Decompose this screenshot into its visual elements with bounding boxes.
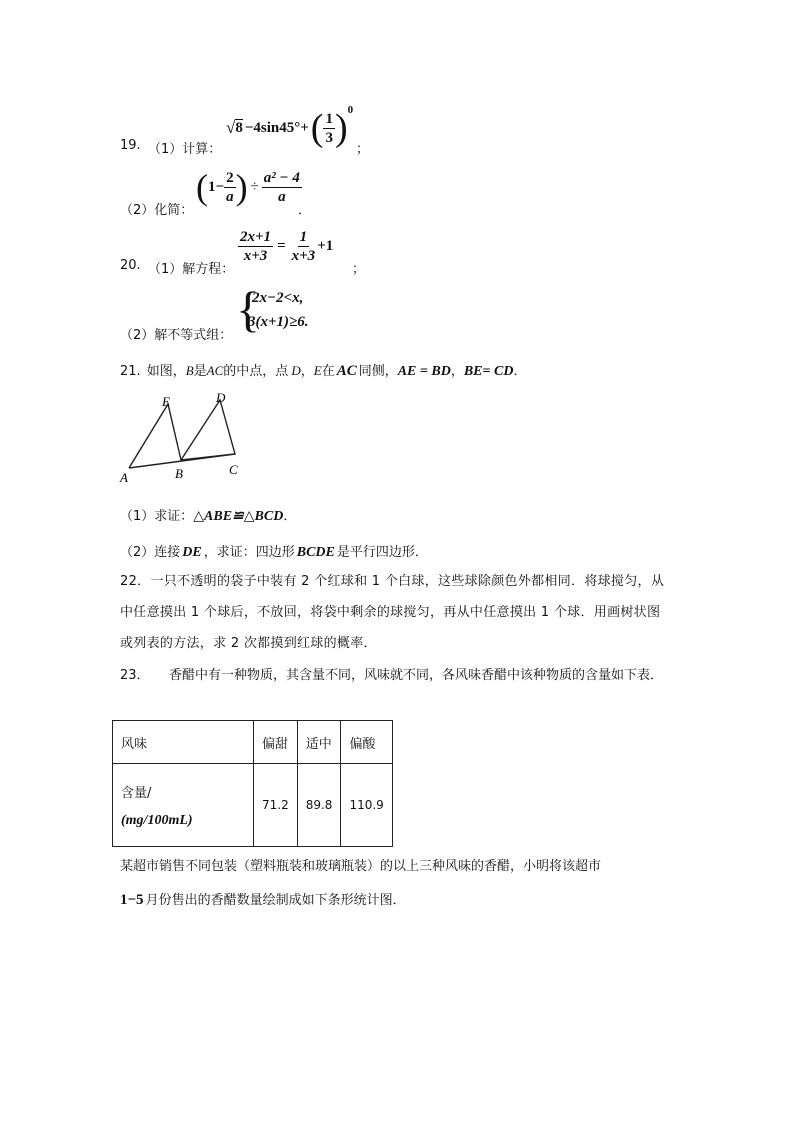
q23-text3-line — [120, 889, 406, 909]
q21-part2: （2）连接 DE ，求证：四边形 BCDE 是平行四边形． — [120, 545, 428, 560]
table-cell: 71.2 — [254, 764, 298, 847]
q21-label-c: C — [229, 462, 238, 477]
q21-figure-bc — [181, 454, 235, 460]
q21-label-b: B — [175, 466, 183, 481]
q19-exponent: 0 — [347, 104, 354, 116]
q19-frac: $\frac{1}{3}$ — [325, 110, 333, 146]
q21-label-a: A — [120, 470, 128, 484]
q23-text2: 某超市销售不同包装（塑料瓶装和玻璃瓶装）的以上三种风味的香醋，小明将该超市 — [120, 859, 602, 874]
table-header-cell: 风味 — [113, 721, 254, 764]
q20-rhs: $\frac{1}{x+3}$ — [291, 229, 316, 264]
q23-intro: 23． 香醋中有一种物质，其含量不同，风味就不同，各风味香醋中该种物质的含量如下表． — [120, 668, 664, 683]
q19-sqrt-arg: 8 — [235, 120, 243, 136]
q19-frac2: $\frac{2}{a}$ — [226, 169, 234, 205]
q19-expr1-rest: −4sin45°+ — [244, 119, 309, 136]
q21-label-e: E — [162, 394, 170, 409]
q20-ineq2: 3(x+1)≥6. — [248, 314, 309, 330]
q20-lhs: $\frac{2x+1}{x+3}$ — [240, 229, 272, 264]
q19-expr2-one: 1− — [208, 178, 225, 195]
table-header-cell: 适中 — [297, 721, 341, 764]
q19-expr2: ( 1− $\frac{2}{a}$ ) ÷ $\frac{\text{a² − 4}}{a}$ — [196, 167, 300, 207]
q20-number: 20. — [120, 258, 141, 273]
table-header-cell: 偏酸 — [341, 721, 392, 764]
table-cell: 110.9 — [341, 764, 392, 847]
q19-semicolon: ； — [356, 142, 370, 157]
q23-text3: 月份售出的香醋数量绘制成如下条形统计图． — [145, 893, 406, 908]
q20-part1-label: （1）解方程： — [148, 262, 235, 277]
q20-brace: { — [236, 281, 260, 337]
q22-text: 22．一只不透明的袋子中装有 2 个红球和 1 个白球，这些球除颜色外都相同．将球搅匀，从中任意摸出 1 个球后，不放回，将袋中剩余的球搅匀，再从中任意摸出 1 个球．用画树状图或列表的方法，求 2 次都摸到红球的概率． — [120, 574, 665, 651]
q23-range: 1−5 — [120, 892, 144, 908]
table-row-label: 含量/ (mg/100mL) — [113, 764, 254, 847]
table-cell: 89.8 — [297, 764, 341, 847]
q19-part2-label: （2）化简： — [120, 203, 194, 218]
q19-period: ． — [298, 203, 312, 218]
q20-part2-label: （2）解不等式组： — [120, 328, 233, 343]
table-header-row — [113, 721, 393, 764]
q20-ineq1: 2x−2<x, — [252, 290, 304, 306]
q23-table — [112, 720, 393, 847]
q19-number: 19. — [120, 138, 141, 153]
q21-figure — [118, 390, 248, 484]
q21-figure-lines — [129, 400, 235, 468]
q21-label-d: D — [216, 390, 226, 405]
table-header-cell: 偏甜 — [254, 721, 298, 764]
q19-frac3: $\frac{\text{a² − 4}}{a}$ — [263, 169, 300, 205]
q21-part1: （1）求证： △ABE≌△BCD ． — [120, 509, 297, 524]
q19-expr1: √ 8 −4sin45°+ ( $\frac{1}{3}$ ) 0 — [226, 104, 354, 149]
q20-equation: $\frac{2x+1}{x+3}$ = $\frac{1}{x+3}$ +1 — [240, 229, 334, 264]
q19-part1-label: （1）计算： — [148, 142, 222, 157]
q20-semicolon: ； — [352, 262, 366, 277]
table-row — [113, 764, 393, 847]
q21-statement: 21. 如图， B 是 AC 的中点，点 D ， E 在 AC 同侧， AE = BD ， BE= CD ． — [120, 363, 527, 379]
